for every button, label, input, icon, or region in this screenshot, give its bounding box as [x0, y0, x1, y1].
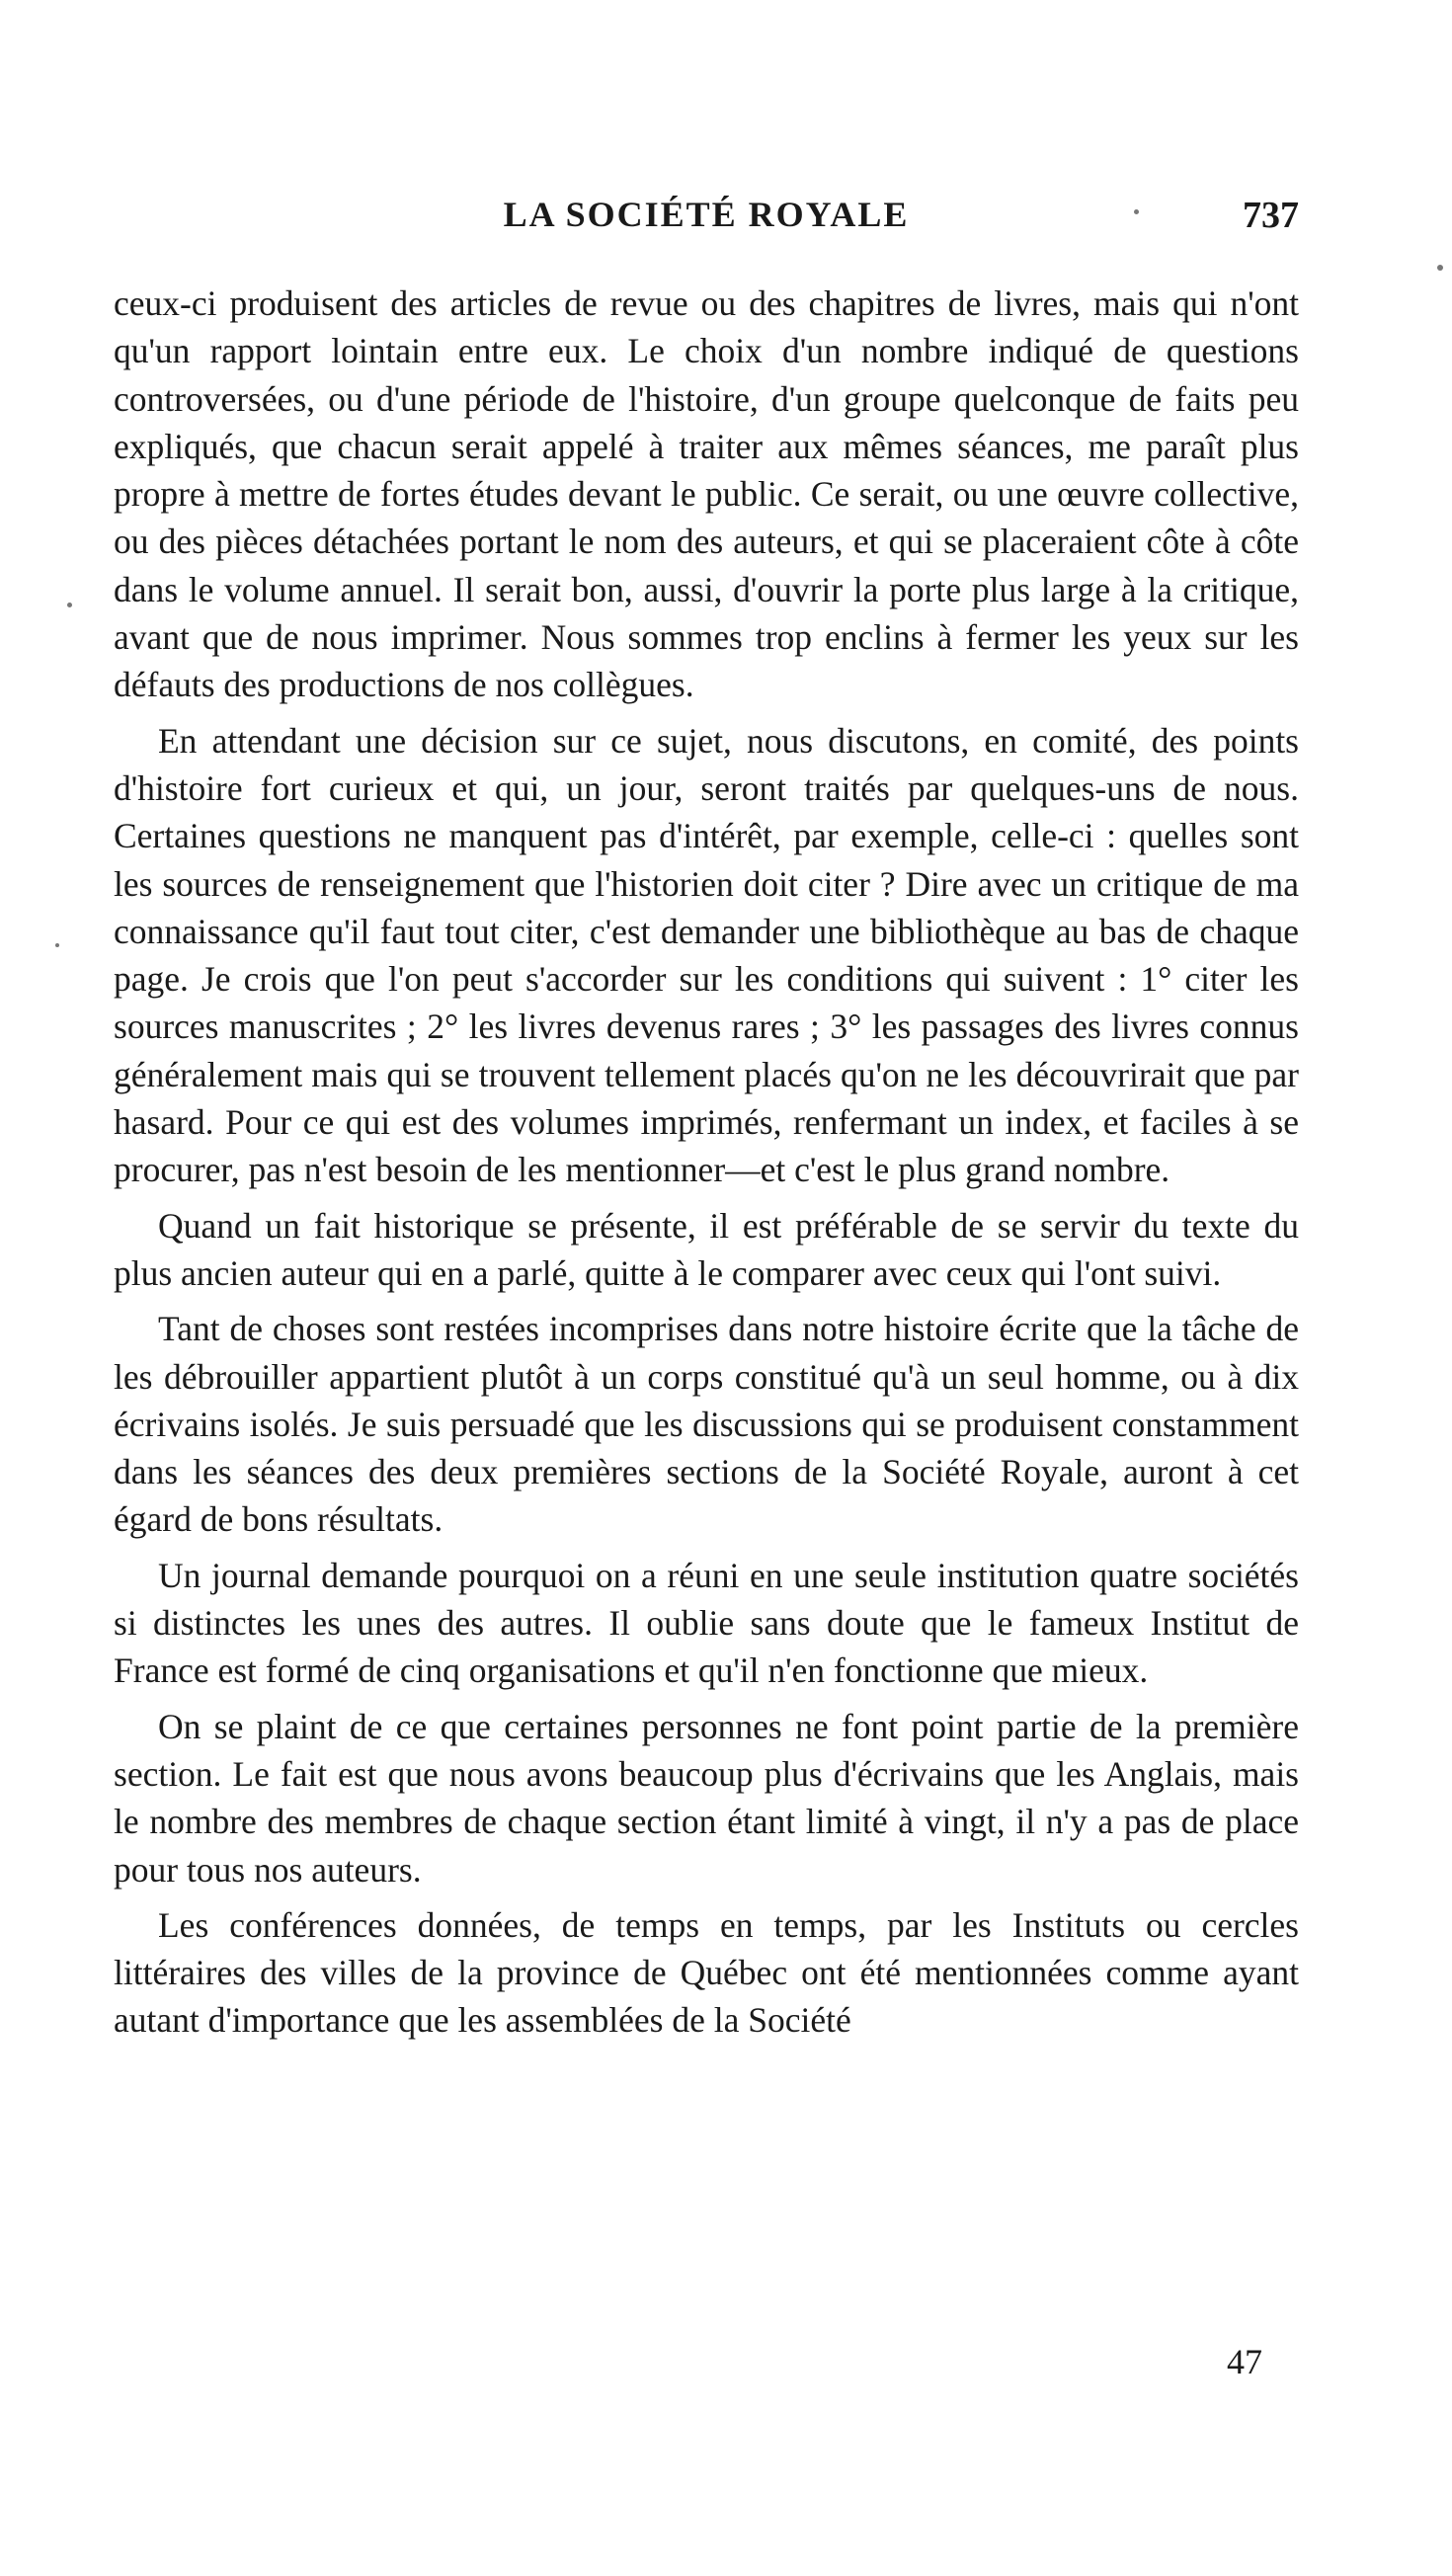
- running-head: [114, 194, 1299, 253]
- paragraph: Tant de choses sont restées incomprises dans notre histoire écrite que la tâche de les débrouiller appartient plutôt à un corps constitué qu'à un seul homme, ou à dix écrivains isolés. Je suis persuadé que les discussions qui se produisent constamment dans les séances des deux premières sections de la Société Royale, auront à cet égard de bons résultats.: [114, 1309, 1299, 1540]
- scan-speck: [1134, 209, 1139, 214]
- paragraph: Un journal demande pourquoi on a réuni en une seule institution quatre sociétés si distinctes les unes des autres. Il oublie sans doute que le fameux Institut de France est formé de cinq organisations et qu'il n'en fonctionne que mieux.: [114, 1555, 1299, 1691]
- paragraph: On se plaint de ce que certaines personnes ne font point partie de la première section. Le fait est que nous avons beaucoup plus d'écrivains que les Anglais, mais le nombre des membres de chaque section étant limité à vingt, il n'y a pas de place pour tous nos auteurs.: [114, 1706, 1299, 1890]
- paragraph-continued: ceux-ci produisent des articles de revue ou des chapitres de livres, mais qui n'ont qu'un rapport lointain entre eux. Le choix d'un nombre indiqué de questions controversées, ou d'une période de l'histoire, d'un groupe quelconque de faits peu expliqués, que chacun serait appelé à traiter aux mêmes séances, me paraît plus propre à mettre de fortes études devant le public. Ce serait, ou une œuvre collective, ou des pièces détachées portant le nom des auteurs, et qui se placeraient côte à côte dans le volume annuel. Il serait bon, aussi, d'ouvrir la porte plus large à la critique, avant que de nous imprimer. Nous sommes trop enclins à fermer les yeux sur les défauts des productions de nos collègues.: [114, 283, 1299, 705]
- scan-speck: [67, 603, 72, 607]
- running-title: LA SOCIÉTÉ ROYALE: [503, 195, 910, 234]
- scan-speck: [1437, 265, 1443, 271]
- signature-mark: 47: [1227, 2342, 1262, 2381]
- paragraph: Quand un fait historique se présente, il est préférable de se servir du texte du plus ancien auteur qui en a parlé, quitte à le comparer avec ceux qui l'ont suivi.: [114, 1205, 1299, 1293]
- body-text: [114, 280, 1299, 2053]
- page-number: 737: [1243, 195, 1299, 236]
- paragraph: En attendant une décision sur ce sujet, nous discutons, en comité, des points d'histoire fort curieux et qui, un jour, seront traités par quelques-uns de nous. Certaines questions ne manquent pas d'intérêt, par exemple, celle-ci : quelles sont les sources de renseignement que l'historien doit citer ? Dire avec un critique de ma connaissance qu'il faut tout citer, c'est demander une bibliothèque au bas de chaque page. Je crois que l'on peut s'accorder sur les conditions qui suivent : 1° citer les sources manuscrites ; 2° les livres devenus rares ; 3° les passages des livres connus généralement mais qui se trouvent tellement placés qu'on ne les découvrirait que par hasard. Pour ce qui est des volumes imprimés, renfermant un index, et faciles à se procurer, pas n'est besoin de les mentionner—et c'est le plus grand nombre.: [114, 720, 1299, 1190]
- paragraph: Les conférences données, de temps en temps, par les Instituts ou cercles littéraires des villes de la province de Québec ont été mentionnées comme ayant autant d'importance que les assemblées de la Société: [114, 1904, 1299, 2041]
- scan-speck: [55, 943, 59, 947]
